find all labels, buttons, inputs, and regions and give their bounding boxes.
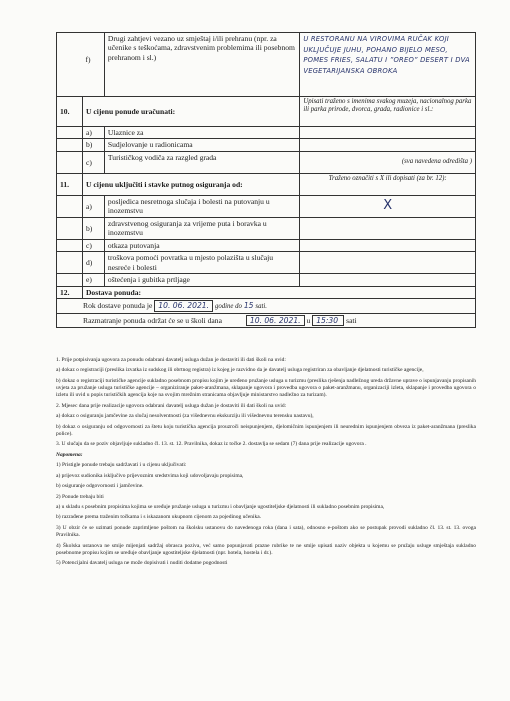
note-paragraph: 5) Potencijalni davatelj usluga ne može dopisivati i nuditi dodatne pogodnosti: [56, 560, 228, 567]
offer-review-unit: sati: [346, 315, 357, 325]
note-paragraph: b) razrađene prema traženim točkama i s iskazanom ukupnom cijenom za pojedinog učenika.: [56, 514, 262, 521]
note-paragraph: 3. U slučaju da se poziv objavljuje sukladno čl. 13. st. 12. Pravilnika, dokaz iz točke 2. dostavlja se sedam (7) dana prije realizacije ugovora .: [56, 441, 367, 448]
offer-deadline-date: 10. 06. 2021.: [154, 300, 213, 311]
offer-review-row: [57, 313, 476, 327]
note-paragraph: 1. Prije potpisivanja ugovora za ponudu odabrani davatelj usluga dužan je dostaviti ili dati školi na uvid:: [56, 357, 286, 363]
item-letter: e): [82, 274, 104, 286]
item-letter: a): [82, 127, 104, 139]
offer-deadline-mid: godine do: [214, 303, 242, 311]
item-mark: [300, 239, 476, 251]
section-11-note: Traženo označiti s X ili dopisati (za br. 12):: [300, 173, 476, 195]
item-label: troškova pomoći povratka u mjesto polazišta u slučaju nesreće i bolesti: [104, 252, 299, 274]
item-mark: [300, 217, 476, 239]
section-11-title: U cijenu uključiti i stavke putnog osiguranja od:: [82, 173, 299, 195]
item-label: Ulaznice za: [104, 127, 299, 139]
item-letter: b): [82, 139, 104, 151]
section-12-number: 12.: [57, 286, 83, 298]
section-10-item-b: [57, 139, 476, 151]
item-letter: a): [82, 195, 104, 217]
notes-section: [56, 357, 476, 571]
section-10-item-c: [57, 151, 476, 173]
item-mark: X: [300, 195, 476, 217]
note-paragraph: a) u skladu s posebnim propisima kojima se uređuje pružanje usluga u turizmu i obavljanje ugostiteljske djelatnosti ili sukladno posebnim propisima,: [56, 504, 385, 510]
note-paragraph: 4) Školska ustanova ne smije mijenjati sadržaj obrasca poziva, već samo popunjavati prazne rubrike te ne smije upisati naziv objekta u kojemu se pružaju usluge smještaja sukladno posebnome propisu kojim se uređuje obavljanje ugostiteljske djelatnosti (npr. hotela, hostela i dr.).: [56, 542, 476, 556]
request-form-table: [56, 32, 476, 328]
row-f-letter: f): [82, 33, 104, 97]
offer-deadline-label: Rok dostave ponuda je: [83, 301, 153, 311]
offer-deadline-hour: 15: [243, 301, 254, 311]
offer-review-label: Razmatranje ponuda održat će se u školi dana: [83, 315, 222, 325]
note-paragraph: b) osiguranje odgovornosti i jamčevine.: [56, 483, 144, 490]
item-value: [300, 127, 476, 139]
section-11-item-e: [57, 274, 476, 286]
item-letter: c): [82, 151, 104, 173]
row-f-label: Drugi zahtjevi vezano uz smještaj i/ili prehranu (npr. za učenike s teškoćama, zdravstvenim problemima ili posebnom prehranom i sl.): [104, 33, 299, 97]
item-label: Sudjelovanje u radionicama: [104, 139, 299, 151]
section-11-item-d: [57, 252, 476, 274]
row-f: [57, 33, 476, 97]
item-value: [300, 139, 476, 151]
section-10-note: Upisati traženo s imenima svakog muzeja, nacionalnog parka ili parka prirode, dvorca, grada, radionice i sl.:: [300, 97, 476, 127]
item-label: oštećenja i gubitka prtljage: [104, 274, 299, 286]
section-10-item-a: [57, 127, 476, 139]
note-heading: Napomena:: [56, 451, 83, 458]
offer-review-date: 10. 06. 2021.: [246, 315, 305, 326]
item-label: posljedica nesretnoga slučaja i bolesti na putovanju u inozemstvu: [104, 195, 299, 217]
note-paragraph: 3) U obzir će se uzimati ponude zaprimljene poštom na školsku ustanovu do navedenoga roka (dana i sata), odnosno e-poštom ako se postupak provodi sukladno čl. 13. st. 13. ovoga Pravilnika.: [56, 524, 476, 539]
item-letter: c): [82, 239, 104, 251]
row-f-handwritten-answer: U RESTORANU NA VIROVIMA RUČAK KOJI UKLJUČUJE JUHU, POHANO BIJELO MESO, POMES FRIES, SALATU I ”OREO” DESERT I DVA VEGETARIJANSKA OBROKA: [300, 33, 476, 97]
section-11-number: 11.: [57, 173, 83, 195]
note-paragraph: a) dokaz o registraciji (preslika izvatka iz sudskog ili obrtnog registra) iz kojeg je razvidno da je davatelj usluga registriran za obavljanje djelatnosti turističke agencije,: [56, 367, 424, 374]
note-paragraph: 1) Pristigle ponude trebaju sadržavati i u cijenu uključivati:: [56, 462, 187, 469]
section-12-title: Dostava ponuda:: [82, 286, 475, 298]
offer-review-at: u: [306, 315, 311, 325]
section-10-title: U cijenu ponude uračunati:: [82, 97, 299, 127]
section-11-item-c: [57, 239, 476, 251]
note-paragraph: b) dokaz o osiguranju od odgovornosti za štetu koju turistička agencija prouzroči neispunjenjem, djelomičnim ispunjenjem ili neurednim ispunjenjem obveza iz paket-aranžmana (preslika police).: [56, 423, 476, 437]
offer-deadline-row: [57, 299, 476, 313]
section-10-number: 10.: [57, 97, 83, 127]
note-paragraph: b) dokaz o registraciji turističke agencije sukladno posebnom propisu kojim je uređeno pružanje usluga u turizmu (preslika rješenja nadležnog ureda državne uprave o ispunjavanju propisanih uvjeta za pružanje usluga turističke agencije – organiziranje paket-aranžmana, sklapanje ugovora i provedba ugovora o paket-aranžmanu, organizaciji izleta, sklapanje i provedba ugovora o izletu ili uvid u popis turističkih agencija koje na svojim mrežnim stranicama objavljuje ministarstvo nadležno za turizam).: [56, 377, 477, 399]
note-paragraph: 2. Mjesec dana prije realizacije ugovora odabrani davatelj usluga dužan je dostaviti ili dati školi na uvid:: [56, 402, 287, 409]
section-11-header: [57, 173, 476, 195]
item-value: (sva navedena odredišta ): [300, 151, 476, 173]
offer-review-time: 15:30: [312, 315, 344, 326]
item-label: otkaza putovanja: [104, 239, 299, 251]
note-paragraph: 2) Ponude trebaju biti: [56, 493, 104, 500]
section-10-header: [57, 97, 476, 127]
item-label: zdravstvenog osiguranja za vrijeme puta i boravka u inozemstvu: [104, 217, 299, 239]
note-paragraph: a) dokaz o osiguranju jamčevine za slučaj nesolventnosti (za višednevnu ekskurziju ili višednevnu terensku nastavu),: [56, 413, 314, 420]
item-label: Turističkog vodiča za razgled grada: [104, 151, 299, 173]
item-letter: d): [82, 252, 104, 274]
item-mark: [300, 252, 476, 274]
section-11-item-a: [57, 195, 476, 217]
section-12-header: [57, 286, 476, 298]
note-paragraph: a) prijevoz sudionika isključivo prijevoznim sredstvima koji udovoljavaju propisima,: [56, 472, 244, 479]
section-11-item-b: [57, 217, 476, 239]
item-mark: [300, 274, 476, 286]
item-letter: b): [82, 217, 104, 239]
offer-deadline-unit: sati.: [255, 303, 267, 311]
